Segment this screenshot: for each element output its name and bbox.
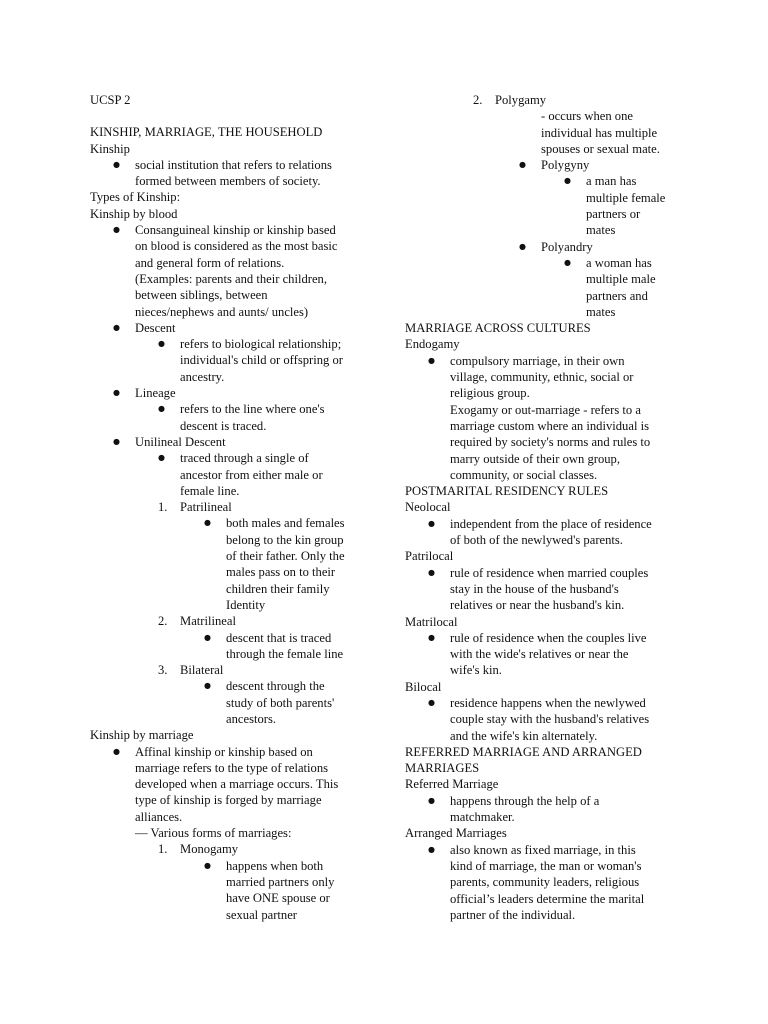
left-column (90, 92, 380, 923)
lineage-item (135, 385, 380, 401)
affinal-item (135, 744, 380, 842)
bullet-line: ● traced through a single of (180, 450, 380, 466)
matrilocal-definition (450, 630, 695, 679)
patrilocal-definition (450, 565, 695, 614)
text-line: with the wide's relatives or near the (450, 647, 629, 662)
bullet-line: ● both males and females (226, 515, 380, 531)
referred-definition (450, 793, 695, 826)
bullet-line: ● Consanguineal kinship or kinship based (135, 222, 380, 238)
bullet-line: ● descent that is traced (226, 630, 380, 646)
text-line: Exogamy or out-marriage - refers to a (450, 402, 641, 417)
monogamy-definition (226, 858, 380, 923)
descent-label: ● Descent (135, 320, 380, 336)
text-line: Identity (226, 597, 266, 612)
list-number: 1. (158, 500, 168, 515)
text-line: marriage custom where an individual is (450, 418, 649, 433)
descent-definition (180, 336, 380, 385)
kinship-heading: Kinship (90, 141, 130, 156)
bilocal-definition (450, 695, 695, 744)
doc-title: UCSP 2 (90, 93, 131, 107)
main-heading: KINSHIP, MARRIAGE, THE HOUSEHOLD (90, 125, 323, 140)
text-line: couple stay with the husband's relatives (450, 712, 650, 727)
text-line: kind of marriage, the man or woman's (450, 858, 642, 873)
bilocal-heading: Bilocal (405, 679, 442, 694)
polyandry-definition (586, 255, 695, 320)
bullet-line: ● rule of residence when the couples live (450, 630, 695, 646)
endogamy-definition (450, 353, 695, 483)
text-line: married partners only (226, 874, 335, 889)
unilineal-label: ● Unilineal Descent (135, 434, 380, 450)
text-line: mates (586, 304, 616, 319)
bullet-line: ● happens through the help of a (450, 793, 695, 809)
text-line: ancestry. (180, 369, 225, 384)
text-line: ancestor from either male or (180, 467, 323, 482)
text-line: children their family (226, 581, 330, 596)
descent-item (135, 320, 380, 336)
text-line: on blood is considered as the most basic (135, 239, 338, 254)
kinship-by-marriage-heading: Kinship by marriage (90, 728, 194, 743)
bullet-line: ● rule of residence when married couples (450, 565, 695, 581)
text-line: religious group. (450, 386, 530, 401)
matrilocal-heading: Matrilocal (405, 614, 458, 629)
bullet-line: ● compulsory marriage, in their own (450, 353, 695, 369)
bullet-line: ● a man has (586, 173, 695, 189)
text-line: multiple female (586, 190, 666, 205)
text-line: official’s leaders determine the marital (450, 891, 645, 906)
text-line: and general form of relations. (135, 255, 285, 270)
neolocal-heading: Neolocal (405, 500, 451, 515)
referred-marriage-heading: Referred Marriage (405, 777, 499, 792)
bullet-line: ● independent from the place of residence (450, 516, 695, 532)
text-line: descent is traced. (180, 418, 267, 433)
monogamy-label: Monogamy (180, 842, 239, 857)
patrilineal-item (158, 499, 380, 515)
text-line: wife's kin. (450, 663, 502, 678)
text-line: and the wife's kin alternately. (450, 728, 598, 743)
types-of-kinship: Types of Kinship: (90, 190, 181, 205)
forms-of-marriage-label: — Various forms of marriages: (135, 826, 292, 841)
patrilineal-definition (226, 515, 380, 613)
patrilocal-heading: Patrilocal (405, 549, 454, 564)
text-line: - occurs when one (541, 109, 633, 124)
text-line: developed when a marriage occurs. This (135, 777, 339, 792)
text-line: type of kinship is forged by marriage (135, 793, 322, 808)
text-line: of both of the newlywed's parents. (450, 533, 623, 548)
bullet-line: ● a woman has (586, 255, 695, 271)
polyandry-label: ● Polyandry (541, 239, 695, 255)
text-line: village, community, ethnic, social or (450, 370, 634, 385)
text-line: individual's child or offspring or (180, 353, 343, 368)
text-line: males pass on to their (226, 565, 336, 580)
text-line: matchmaker. (450, 810, 515, 825)
bilateral-definition (226, 678, 380, 727)
kinship-definition (135, 157, 380, 190)
patrilineal-label: Patrilineal (180, 500, 232, 515)
text-line: female line. (180, 483, 240, 498)
polygyny-label: ● Polygyny (541, 157, 695, 173)
bullet-line: ● Affinal kinship or kinship based on (135, 744, 380, 760)
endogamy-heading: Endogamy (405, 337, 460, 352)
text-line: study of both parents' (226, 695, 335, 710)
kinship-by-blood-heading: Kinship by blood (90, 206, 178, 221)
text-line: between siblings, between (135, 288, 268, 303)
text-line: mates (586, 223, 616, 238)
text-line: marry outside of their own group, (450, 451, 620, 466)
matrilineal-label: Matrilineal (180, 614, 236, 629)
polygamy-definition (541, 108, 695, 157)
text-line: partner of the individual. (450, 907, 576, 922)
list-number: 1. (158, 842, 168, 857)
text-line: community, or social classes. (450, 467, 598, 482)
text-line: (Examples: parents and their children, (135, 271, 327, 286)
text-line: required by society's norms and rules to (450, 435, 651, 450)
text-line: multiple male (586, 272, 656, 287)
text-line: sexual partner (226, 907, 297, 922)
polyandry-item (541, 239, 695, 255)
text-line: formed between members of society. (135, 174, 321, 189)
list-number: 2. (158, 614, 168, 629)
unilineal-definition (180, 450, 380, 499)
right-column (405, 92, 695, 923)
polygamy-label: Polygamy (495, 93, 547, 107)
bilateral-label: Bilateral (180, 663, 224, 678)
text-line: spouses or sexual mate. (541, 141, 660, 156)
polygyny-definition (586, 173, 695, 238)
text-line: relatives or near the husband's kin. (450, 598, 625, 613)
text-line: nieces/nephews and aunts/ uncles) (135, 304, 309, 319)
polygamy-item (473, 92, 695, 108)
text-line: REFERRED MARRIAGE AND ARRANGED (405, 744, 642, 759)
text-line: partners or (586, 207, 641, 222)
text-line: belong to the kin group (226, 532, 344, 547)
neolocal-definition (450, 516, 695, 549)
unilineal-item (135, 434, 380, 450)
matrilineal-item (158, 613, 380, 629)
text-line: alliances. (135, 809, 183, 824)
text-line: MARRIAGES (405, 761, 480, 776)
text-line: ancestors. (226, 711, 277, 726)
text-line: stay in the house of the husband's (450, 581, 619, 596)
consanguineal-item (135, 222, 380, 320)
bullet-line: ● refers to biological relationship; (180, 336, 380, 352)
text-line: of their father. Only the (226, 549, 345, 564)
bullet-line: ● happens when both (226, 858, 380, 874)
arranged-marriages-heading: Arranged Marriages (405, 826, 507, 841)
text-line: parents, community leaders, religious (450, 875, 640, 890)
text-line: individual has multiple (541, 125, 658, 140)
postmarital-heading: POSTMARITAL RESIDENCY RULES (405, 484, 609, 499)
marriage-across-cultures-heading: MARRIAGE ACROSS CULTURES (405, 321, 591, 336)
text-line: have ONE spouse or (226, 891, 330, 906)
bullet-line: ● residence happens when the newlywed (450, 695, 695, 711)
bullet-line: ● refers to the line where one's (180, 401, 380, 417)
text-line: through the female line (226, 646, 344, 661)
lineage-label: ● Lineage (135, 385, 380, 401)
bullet-line: ● also known as fixed marriage, in this (450, 842, 695, 858)
referred-arranged-heading (405, 744, 695, 777)
monogamy-item (158, 841, 380, 857)
text-line: partners and (586, 288, 648, 303)
polygyny-item (541, 157, 695, 173)
text-line: marriage refers to the type of relations (135, 760, 329, 775)
lineage-definition (180, 401, 380, 434)
list-number: 3. (158, 663, 168, 678)
bullet-line: ● social institution that refers to relations (135, 157, 380, 173)
bullet-line: ● descent through the (226, 678, 380, 694)
list-number: 2. (473, 93, 483, 107)
matrilineal-definition (226, 630, 380, 663)
arranged-definition (450, 842, 695, 923)
bilateral-item (158, 662, 380, 678)
